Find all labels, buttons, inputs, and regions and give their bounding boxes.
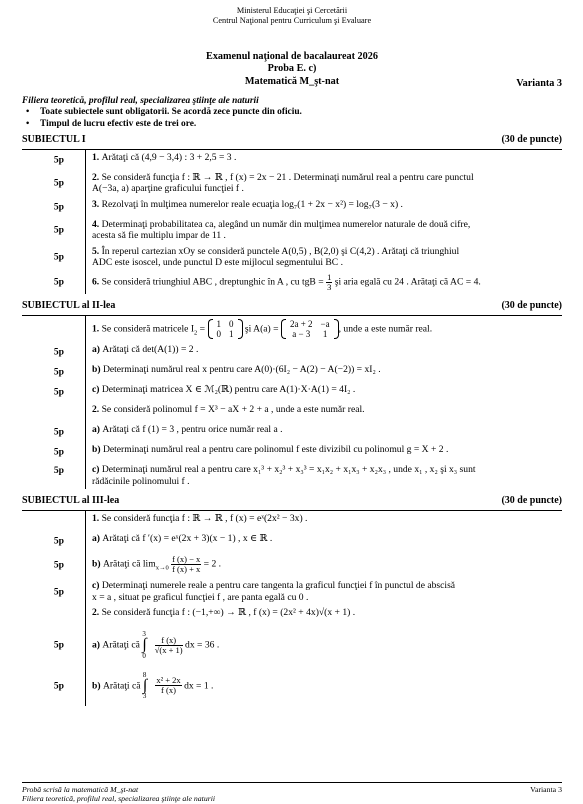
question-intro: 1. Se consideră matricele $I_2$ = 1 0 0 1 şi A(a) = 2a + 2 −a a − 3 1 , unde a este număr real. [92,318,433,339]
points-label: 5p [53,366,64,378]
question-2c: 5p c) Determinaţi numărul real a pentru care x₁³ + x₂³ + x₃³ = x₁x₂ + x₁x₃ + x₂x₃ , unde x₁ , x₂ şi x₃ sunt rădăcinile polinomului f . [86,462,562,489]
question-text: Arătaţi că [102,679,141,691]
filiera-line: Filiera teoretică, profilul real, specializarea ştiinţe ale naturii [22,95,259,106]
identity-matrix [208,319,243,340]
points-label: 5p [53,559,64,571]
lower-limit: 0 [142,651,146,660]
question-text: Determinaţi matricea X ∈ ℳ₂(ℝ) pentru care A(1)·X·A(1) = 4I₂ . [101,384,356,396]
points-label: 5p [53,386,64,398]
fraction [326,273,332,292]
center-name: Centrul Naţional pentru Curriculum şi Evaluare [212,16,372,26]
question-text: Arătaţi că lim [102,558,156,570]
question-2a: 5p a) Arătaţi că 3 ∫ 0 $\frac{f (x)}{√(x + 1)}$ dx = 36 . [86,625,562,665]
question-2b: 5p b) Determinaţi numărul real a pentru care polinomul f este divizibil cu polinomul g = X + 2 . [86,442,562,462]
matrix-cell: −a [320,318,330,329]
matrix-cell: 1 [322,329,328,339]
matrix-a [281,319,339,340]
question-1b: 5p b) Arătaţi că $\lim_{x\to 0}$ $\frac{f (x) - x}{f (x) + x}$ = 2 . [86,551,562,578]
ministry-header [22,6,562,27]
question-text: Se consideră funcţia f : (−1,+∞) → ℝ , f (x) = (2x² + 4x)√(x + 1) . [101,607,356,619]
denominator: √(x + 1) [154,644,183,655]
numerator: f (x) [155,636,183,646]
question-text: Arătaţi că [102,639,140,651]
section-header [22,300,562,316]
lower-limit: 3 [142,691,147,700]
denominator: f (x) [161,685,176,696]
points-label: 5p [53,346,64,358]
section-title: SUBIECTUL I [22,133,86,145]
question-text: Determinaţi numărul real a pentru care polinomul f este divizibil cu polinomul g = X + 2 . [102,444,449,456]
question-text: Arătaţi că det(A(1)) = 2 . [102,344,199,356]
section-2-items [53,316,562,490]
question-text: rădăcinile polinomului f . [92,475,190,487]
fraction [155,676,181,695]
exam-titles [22,51,562,89]
upper-limit: 8 [142,670,147,679]
fraction [171,555,201,574]
points-label: 5p [53,177,64,189]
matrix-cell: 1 [216,318,221,329]
question-text: Arătaţi că (4,9 − 3,4) : 3 + 2,5 = 3 . [101,151,237,163]
question-1c: 5p c) Determinaţi matricea X ∈ ℳ₂(ℝ) pentru care A(1)·X·A(1) = 4I₂ . [86,382,562,402]
section-header [22,134,562,150]
question-text: Determinaţi numerele reale a pentru care tangenta la graficul funcţiei f în punctul de abscisă [101,580,456,592]
subject-title: Matematică M_şt-nat [244,76,340,88]
question-3: 5p 3. Rezolvaţi în mulţimea numerelor reale ecuaţia log₇(1 + 2x − x²) = log₇(3 − x) . [86,197,562,217]
instructions [22,96,562,130]
points-label: 5p [53,426,64,438]
numerator: f (x) − x [172,554,201,565]
question-text: x = a , situat pe graficul funcţiei f , are panta egală cu 0 . [92,591,309,603]
question-text: Se consideră polinomul f = X³ − aX + 2 + a , unde a este număr real. [101,404,365,416]
section-3-items [53,511,562,706]
points-label: 5p [53,224,64,236]
question-text: Se consideră funcţia f : ℝ → ℝ , f (x) = eˣ(2x² − 3x) . [101,513,308,525]
instruction-list [22,107,562,130]
question-1c: 5p c) Determinaţi numerele reale a pentru care tangenta la graficul funcţiei f în punctul de abscisă x = a , situat pe graficul funcţiei f , are panta egală cu 0 . [86,578,562,605]
integral-sign: 8 ∫ 3 [142,670,148,700]
points-label: 5p [53,201,64,213]
question-2b: 5p b) Arătaţi că 8 ∫ 3 $\frac{\text{x² + 2x}}{f (x)}$ dx = 1 . [86,666,562,706]
instruction-item: • Timpul de lucru efectiv este de trei ore. [40,119,562,130]
question-text: ADC este isoscel, unde punctul D este mijlocul segmentului BC . [92,257,344,269]
question-text: şi aria egală cu 24 . Arătaţi că AC = 4. [334,276,481,288]
question-1b: 5p b) Determinaţi numărul real x pentru care A(0)·(6I₂ − A(2) − A(−2)) = xI₂ . [86,362,562,382]
exam-page [22,0,562,706]
points-label: 5p [53,680,64,692]
integral-sign: 3 ∫ 0 [142,630,147,660]
matrix-cell: 1 [229,329,234,339]
section-points: (30 de puncte) [501,299,562,311]
ministry-name: Ministerul Educaţiei şi Cercetării [236,6,348,15]
question-text: Se consideră matricele I [101,323,195,335]
page-footer [22,782,562,804]
question-text: Arătaţi că f (1) = 3 , pentru orice număr real a . [102,424,283,436]
footer-variant: Varianta 3 [530,785,562,794]
question-text: acesta să fie multiplu impar de 11 . [92,230,226,242]
section-title: SUBIECTUL al III-lea [22,495,120,507]
points-label: 5p [53,276,64,288]
question-2: 5p 2. Se consideră funcţia f : ℝ → ℝ , f (x) = 2x − 21 . Determinaţi numărul real a pentru care punctul A(−3a, a) aparţine graficului funcţiei f . [86,170,562,197]
points-label: 5p [53,535,64,547]
question-text: Determinaţi numărul real x pentru care A(0)·(6I₂ − A(2) − A(−2)) = xI₂ . [102,364,381,376]
points-label: 5p [53,465,64,477]
instruction-item: • Toate subiectele sunt obligatorii. Se acordă zece puncte din oficiu. [40,107,562,118]
question-text: şi A(a) = [244,323,279,335]
question-text: Determinaţi numărul real a pentru care x₁³ + x₂³ + x₃³ = x₁x₂ + x₁x₃ + x₂x₃ , unde x₁ , x₂ şi x₃ sunt [101,464,476,476]
limit-subscript: x→0 [155,564,169,572]
section-points: (30 de puncte) [501,133,562,145]
numerator: x² + 2x [156,675,181,686]
points-label: 5p [53,446,64,458]
section-1-items [53,150,562,294]
points-label: 5p [53,154,64,166]
proba-title: Proba E. c) [267,63,317,75]
question-5: 5p 5. În reperul cartezian xOy se consideră punctele A(0,5) , B(2,0) şi C(4,2) . Arătaţi că triunghiul ADC este isoscel, unde punctul D este mijlocul segmentului BC . [86,244,562,271]
question-1: 5p 1. Arătaţi că (4,9 − 3,4) : 3 + 2,5 = 3 . [86,150,562,170]
question-text: dx = 36 . [185,639,220,651]
numerator: 1 [327,271,332,282]
denominator: f (x) + x [172,564,201,575]
question-text: Se consideră triunghiul ABC , dreptunghic în A , cu tgB = [101,276,324,288]
question-text: Rezolvaţi în mulţimea numerelor reale ecuaţia log₇(1 + 2x − x²) = log₇(3 − x) . [101,198,403,210]
question-intro: 2. Se consideră funcţia f : (−1,+∞) → ℝ , f (x) = (2x² + 4x)√(x + 1) . [92,607,356,619]
upper-limit: 3 [142,630,146,639]
section-title: SUBIECTUL al II-lea [22,299,116,311]
question-text: Determinaţi probabilitatea ca, alegând un număr din mulţimea numerelor naturale de două cifre, [101,218,471,230]
variant-label: Varianta 3 [516,77,562,89]
section-points: (30 de puncte) [501,495,562,507]
question-text: A(−3a, a) aparţine graficului funcţiei f . [92,183,244,195]
footer-filiera: Filiera teoretică, profilul real, specializarea ştiinţe ale naturii [22,794,216,804]
question-2a: 5p a) Arătaţi că f (1) = 3 , pentru orice număr real a . [86,422,562,442]
question-text: Arătaţi că f ′(x) = eˣ(2x + 3)(x − 1) , x ∈ ℝ . [102,533,273,545]
footer-title: Probă scrisă la matematică M_şt-nat [22,785,139,794]
matrix-cell: a − 3 [292,329,311,339]
question-6: 5p 6. Se consideră triunghiul ABC , dreptunghic în A , cu tgB = $\frac{1}{3}$ şi aria egală cu 24 . Arătaţi că AC = 4. [86,271,562,294]
question-intro: 2. Se consideră polinomul f = X³ − aX + 2 + a , unde a este număr real. [92,404,365,416]
question-text: , unde a este număr real. [338,323,433,335]
question-text: dx = 1 . [184,679,214,691]
denominator: 3 [327,281,332,292]
question-1a: 5p a) Arătaţi că det(A(1)) = 2 . [86,342,562,362]
points-label: 5p [53,251,64,263]
question-4: 5p 4. Determinaţi probabilitatea ca, alegând un număr din mulţimea numerelor naturale de două cifre, acesta să fie multiplu impar de 11 . [86,217,562,244]
points-label: 5p [53,639,64,651]
matrix-cell: 0 [229,318,234,329]
fraction [155,636,183,655]
question-text: = 2 . [203,558,222,570]
question-text: Se consideră funcţia f : ℝ → ℝ , f (x) = 2x − 21 . Determinaţi numărul real a pentru care punctul [101,171,474,183]
exam-title: Examenul naţional de bacalaureat 2026 [206,50,378,62]
section-header [22,495,562,511]
points-label: 5p [53,585,64,597]
question-1a: 5p a) Arătaţi că f ′(x) = eˣ(2x + 3)(x − 1) , x ∈ ℝ . [86,531,562,551]
matrix-cell: 2a + 2 [289,318,313,329]
matrix-cell: 0 [216,329,221,339]
question-intro: 1. Se consideră funcţia f : ℝ → ℝ , f (x) = eˣ(2x² − 3x) . [92,513,308,525]
question-text: În reperul cartezian xOy se consideră punctele A(0,5) , B(2,0) şi C(4,2) . Arătaţi că triunghiul [101,245,460,257]
